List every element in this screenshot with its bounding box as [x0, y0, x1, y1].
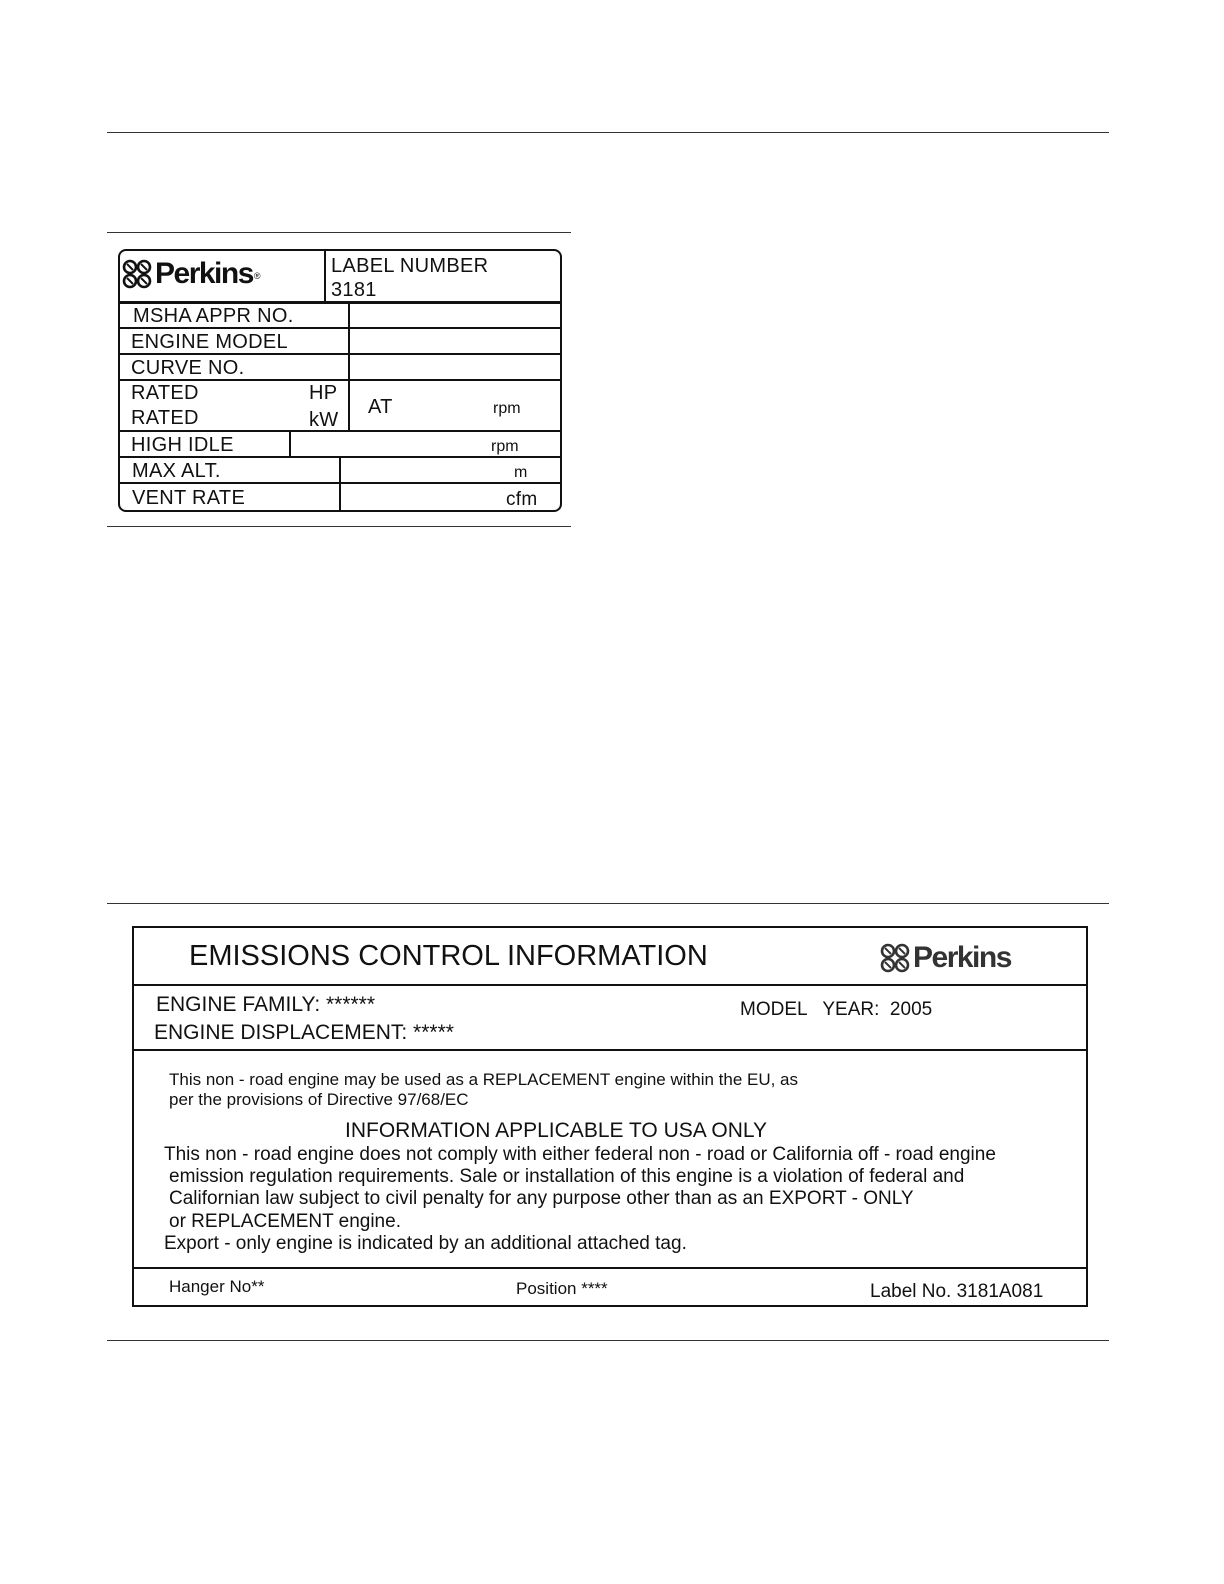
msha-figure-bottom-rule [107, 526, 571, 527]
label-number-title: LABEL NUMBER [331, 255, 489, 277]
high-idle-rpm-unit: rpm [491, 438, 519, 455]
model-year: MODEL YEAR: 2005 [740, 999, 933, 1020]
position: Position **** [516, 1279, 608, 1298]
label-number-value: 3181 [331, 279, 377, 301]
curve-no-label: CURVE NO. [131, 357, 245, 379]
usa-notice-line-5: Export - only engine is indicated by an additional attached tag. [164, 1233, 687, 1254]
msha-figure-top-rule [107, 232, 571, 233]
eu-replacement-line-1: This non - road engine may be used as a REPLACEMENT engine within the EU, as [169, 1070, 799, 1089]
row-line [120, 379, 560, 381]
perkins-logo [880, 941, 1011, 975]
row-line [120, 327, 560, 329]
rated-kw-label: RATED [131, 407, 199, 429]
max-alt-label: MAX ALT. [132, 460, 221, 482]
perkins-wordmark: Perkins [913, 941, 1011, 974]
usa-notice-line-1: This non - road engine does not comply with either federal non - road or California off - road engine [164, 1144, 996, 1165]
high-idle-label: HIGH IDLE [131, 434, 234, 456]
emissions-control-label [132, 926, 1088, 1307]
usa-notice-line-3: Californian law subject to civil penalty for any purpose other than as an EXPORT - ONLY [169, 1188, 914, 1209]
row-line [120, 430, 560, 432]
column-line [339, 457, 341, 511]
usa-notice-line-2: emission regulation requirements. Sale or installation of this engine is a violation of federal and [169, 1166, 965, 1187]
vent-rate-label: VENT RATE [132, 487, 246, 509]
row-line [120, 301, 560, 304]
rated-rpm-unit: rpm [493, 400, 521, 417]
title-divider [134, 984, 1086, 986]
perkins-wordmark: Perkins [155, 257, 253, 290]
at-label: AT [368, 396, 393, 418]
emissions-figure-top-rule [107, 903, 1109, 904]
header-divider-vertical [324, 251, 326, 302]
row-line [120, 353, 560, 355]
rated-hp-label: RATED [131, 382, 199, 404]
vent-rate-unit: cfm [506, 489, 538, 510]
engine-model-label: ENGINE MODEL [131, 331, 288, 353]
perkins-logo [122, 257, 261, 291]
usa-notice-line-4: or REPLACEMENT engine. [169, 1211, 401, 1232]
hanger-no: Hanger No** [169, 1277, 265, 1296]
engine-displacement: ENGINE DISPLACEMENT: ***** [154, 1021, 454, 1044]
kw-unit: kW [309, 409, 339, 431]
column-line [348, 302, 350, 432]
engine-family: ENGINE FAMILY: ****** [156, 993, 376, 1016]
usa-only-heading: INFORMATION APPLICABLE TO USA ONLY [345, 1119, 768, 1142]
perkins-logo-icon [122, 259, 152, 289]
msha-engine-label [118, 249, 562, 512]
hp-unit: HP [309, 382, 338, 404]
top-rule [107, 132, 1109, 133]
emissions-title: EMISSIONS CONTROL INFORMATION [189, 940, 708, 972]
label-no: Label No. 3181A081 [870, 1281, 1044, 1302]
footer-divider [134, 1267, 1086, 1269]
family-divider [134, 1049, 1086, 1051]
emissions-figure-bottom-rule [107, 1340, 1109, 1341]
msha-appr-no-label: MSHA APPR NO. [133, 305, 294, 327]
perkins-logo-icon [880, 943, 910, 973]
registered-mark: ® [253, 271, 261, 281]
column-line [289, 431, 291, 457]
max-alt-unit: m [514, 464, 528, 481]
eu-replacement-line-2: per the provisions of Directive 97/68/EC [169, 1090, 469, 1109]
